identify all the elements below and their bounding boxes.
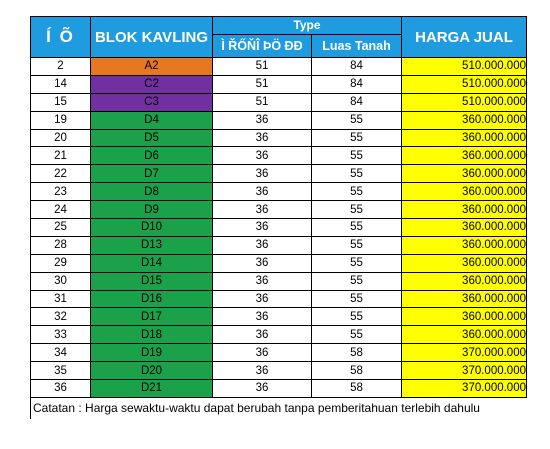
cell-blok-kavling: D4 bbox=[91, 111, 213, 129]
cell-no: 30 bbox=[31, 272, 91, 290]
cell-luas-bangunan: 51 bbox=[213, 93, 312, 111]
cell-no: 36 bbox=[31, 380, 91, 398]
cell-blok-kavling: D19 bbox=[91, 344, 213, 362]
price-table bbox=[30, 16, 527, 398]
cell-harga-jual: 370.000.000 bbox=[402, 380, 527, 398]
cell-luas-tanah: 55 bbox=[312, 219, 402, 237]
cell-luas-bangunan: 36 bbox=[213, 380, 312, 398]
cell-harga-jual: 370.000.000 bbox=[402, 344, 527, 362]
cell-no: 28 bbox=[31, 236, 91, 254]
cell-harga-jual: 510.000.000 bbox=[402, 93, 527, 111]
table-row bbox=[31, 147, 527, 165]
table-row bbox=[31, 308, 527, 326]
cell-no: 14 bbox=[31, 75, 91, 93]
cell-luas-tanah: 55 bbox=[312, 308, 402, 326]
footnote bbox=[30, 398, 527, 419]
cell-harga-jual: 360.000.000 bbox=[402, 201, 527, 219]
cell-blok-kavling: D7 bbox=[91, 165, 213, 183]
cell-harga-jual: 360.000.000 bbox=[402, 219, 527, 237]
table-row bbox=[31, 93, 527, 111]
table-body bbox=[31, 58, 527, 398]
cell-blok-kavling: C3 bbox=[91, 93, 213, 111]
cell-no: 19 bbox=[31, 111, 91, 129]
cell-luas-tanah: 55 bbox=[312, 165, 402, 183]
cell-luas-bangunan: 36 bbox=[213, 326, 312, 344]
cell-luas-bangunan: 36 bbox=[213, 290, 312, 308]
cell-no: 29 bbox=[31, 254, 91, 272]
table-row bbox=[31, 129, 527, 147]
cell-no: 35 bbox=[31, 362, 91, 380]
table-row bbox=[31, 344, 527, 362]
table-row bbox=[31, 219, 527, 237]
table-row bbox=[31, 326, 527, 344]
cell-luas-tanah: 58 bbox=[312, 362, 402, 380]
cell-luas-bangunan: 36 bbox=[213, 219, 312, 237]
header-harga-jual: HARGA JUAL bbox=[402, 17, 527, 58]
header-type: Type bbox=[213, 17, 402, 35]
cell-no: 32 bbox=[31, 308, 91, 326]
cell-blok-kavling: D9 bbox=[91, 201, 213, 219]
cell-no: 21 bbox=[31, 147, 91, 165]
table-row bbox=[31, 236, 527, 254]
cell-harga-jual: 360.000.000 bbox=[402, 308, 527, 326]
cell-no: 2 bbox=[31, 58, 91, 76]
table-row bbox=[31, 58, 527, 76]
header-luas-bangunan: Ì ŘŐŇÎ ÞÖ ÐÐ bbox=[213, 34, 312, 57]
cell-blok-kavling: D15 bbox=[91, 272, 213, 290]
cell-luas-tanah: 55 bbox=[312, 183, 402, 201]
cell-blok-kavling: C2 bbox=[91, 75, 213, 93]
cell-blok-kavling: D13 bbox=[91, 236, 213, 254]
cell-luas-tanah: 84 bbox=[312, 75, 402, 93]
cell-luas-tanah: 55 bbox=[312, 147, 402, 165]
cell-luas-tanah: 55 bbox=[312, 201, 402, 219]
cell-luas-tanah: 84 bbox=[312, 93, 402, 111]
table-row bbox=[31, 290, 527, 308]
cell-harga-jual: 360.000.000 bbox=[402, 254, 527, 272]
cell-harga-jual: 360.000.000 bbox=[402, 290, 527, 308]
price-list-sheet bbox=[30, 16, 526, 419]
cell-no: 25 bbox=[31, 219, 91, 237]
cell-luas-tanah: 58 bbox=[312, 344, 402, 362]
table-row bbox=[31, 201, 527, 219]
cell-harga-jual: 360.000.000 bbox=[402, 236, 527, 254]
cell-blok-kavling: D10 bbox=[91, 219, 213, 237]
cell-blok-kavling: D17 bbox=[91, 308, 213, 326]
cell-blok-kavling: D21 bbox=[91, 380, 213, 398]
cell-no: 31 bbox=[31, 290, 91, 308]
cell-luas-bangunan: 51 bbox=[213, 58, 312, 76]
cell-harga-jual: 360.000.000 bbox=[402, 326, 527, 344]
table-row bbox=[31, 254, 527, 272]
cell-luas-tanah: 55 bbox=[312, 111, 402, 129]
cell-blok-kavling: A2 bbox=[91, 58, 213, 76]
header-luas-tanah: Luas Tanah bbox=[312, 34, 402, 57]
cell-harga-jual: 360.000.000 bbox=[402, 111, 527, 129]
cell-luas-tanah: 55 bbox=[312, 236, 402, 254]
cell-no: 15 bbox=[31, 93, 91, 111]
cell-harga-jual: 360.000.000 bbox=[402, 129, 527, 147]
cell-blok-kavling: D8 bbox=[91, 183, 213, 201]
cell-luas-bangunan: 36 bbox=[213, 344, 312, 362]
cell-luas-bangunan: 36 bbox=[213, 147, 312, 165]
cell-harga-jual: 360.000.000 bbox=[402, 272, 527, 290]
cell-luas-tanah: 55 bbox=[312, 254, 402, 272]
cell-blok-kavling: D14 bbox=[91, 254, 213, 272]
cell-no: 34 bbox=[31, 344, 91, 362]
cell-luas-tanah: 84 bbox=[312, 58, 402, 76]
header-blok-kavling: BLOK KAVLING bbox=[91, 17, 213, 58]
cell-luas-tanah: 55 bbox=[312, 129, 402, 147]
cell-blok-kavling: D5 bbox=[91, 129, 213, 147]
cell-no: 33 bbox=[31, 326, 91, 344]
cell-luas-bangunan: 36 bbox=[213, 236, 312, 254]
cell-luas-bangunan: 36 bbox=[213, 272, 312, 290]
cell-no: 23 bbox=[31, 183, 91, 201]
cell-harga-jual: 510.000.000 bbox=[402, 75, 527, 93]
cell-luas-bangunan: 51 bbox=[213, 75, 312, 93]
cell-blok-kavling: D6 bbox=[91, 147, 213, 165]
cell-blok-kavling: D20 bbox=[91, 362, 213, 380]
cell-luas-tanah: 58 bbox=[312, 380, 402, 398]
cell-luas-bangunan: 36 bbox=[213, 362, 312, 380]
table-row bbox=[31, 111, 527, 129]
footnote-text: Catatan : Harga sewaktu-waktu dapat berubah tanpa pemberitahuan terlebih dahulu bbox=[33, 400, 480, 415]
cell-harga-jual: 360.000.000 bbox=[402, 147, 527, 165]
table-row bbox=[31, 380, 527, 398]
table-row bbox=[31, 362, 527, 380]
cell-luas-bangunan: 36 bbox=[213, 254, 312, 272]
cell-luas-tanah: 55 bbox=[312, 272, 402, 290]
cell-harga-jual: 360.000.000 bbox=[402, 165, 527, 183]
cell-blok-kavling: D16 bbox=[91, 290, 213, 308]
cell-no: 22 bbox=[31, 165, 91, 183]
cell-no: 20 bbox=[31, 129, 91, 147]
cell-harga-jual: 370.000.000 bbox=[402, 362, 527, 380]
cell-luas-bangunan: 36 bbox=[213, 201, 312, 219]
cell-luas-bangunan: 36 bbox=[213, 129, 312, 147]
cell-luas-bangunan: 36 bbox=[213, 111, 312, 129]
cell-luas-tanah: 55 bbox=[312, 290, 402, 308]
header-no: Í Õ bbox=[31, 17, 91, 58]
cell-harga-jual: 510.000.000 bbox=[402, 58, 527, 76]
table-row bbox=[31, 165, 527, 183]
cell-harga-jual: 360.000.000 bbox=[402, 183, 527, 201]
cell-no: 24 bbox=[31, 201, 91, 219]
cell-luas-bangunan: 36 bbox=[213, 165, 312, 183]
cell-luas-tanah: 55 bbox=[312, 326, 402, 344]
table-row bbox=[31, 75, 527, 93]
cell-luas-bangunan: 36 bbox=[213, 183, 312, 201]
table-row bbox=[31, 272, 527, 290]
cell-blok-kavling: D18 bbox=[91, 326, 213, 344]
table-row bbox=[31, 183, 527, 201]
cell-luas-bangunan: 36 bbox=[213, 308, 312, 326]
